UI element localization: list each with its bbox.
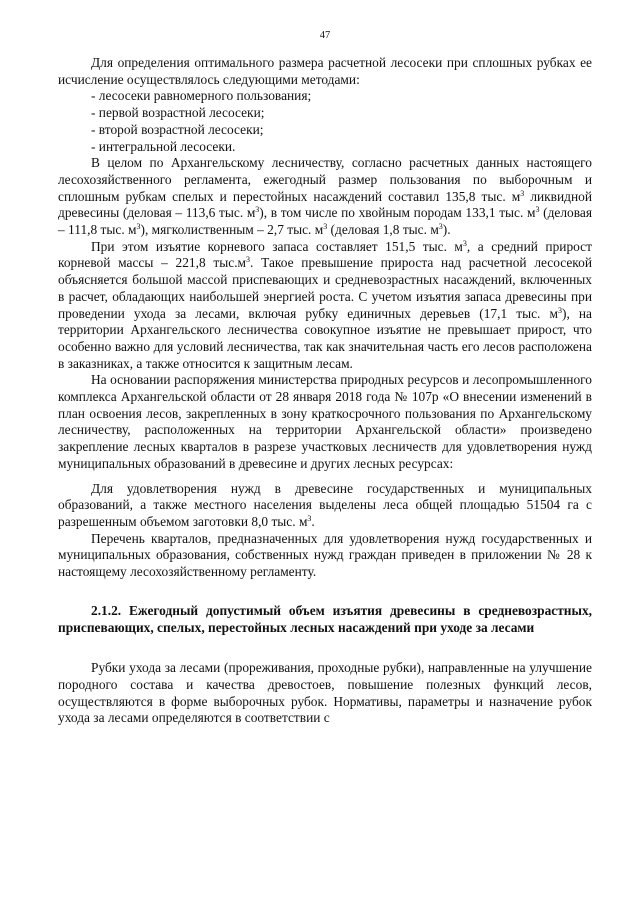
paragraph-growth: При этом изъятие корневого запаса составляет 151,5 тыс. $м^3$, а средний прирост корневой массы – 221,8 $тыс.м^3$. Такое превышение прироста над расчетной лесосекой объясняется большой массой приспевающих и средневозрастных насаждений, включенных в расчет, обладающих наибольшей энергией роста. С учетом изъятия запаса древесины при проведении ухода за лесами, включая рубку единичных деревьев (17,1 тыс. $м^3$), на территории Архангельского лесничества совокупное изъятие не превышает прирост, что особенно важно для условий лесничества, так как значительная часть его лесов расположена в заказниках, а также относится к защитным лесам. <box>58 238 593 371</box>
paragraph-intro: Для определения оптимального размера расчетной лесосеки при сплошных рубках ее исчисление осуществлялось следующими методами: <box>58 55 592 87</box>
list-item: - второй возрастной лесосеки; <box>91 121 264 137</box>
list-item: - первой возрастной лесосеки; <box>91 105 265 121</box>
list-item: - лесосеки равномерного пользования; <box>91 88 312 104</box>
paragraph-thinning: Рубки ухода за лесами (прореживания, проходные рубки), направленные на улучшение породного состава и качества древостоев, повышение полезных функций лесов, осуществляются в форме выборочных рубок. Нормативы, параметры и назначение рубок ухода за лесами определяются в соответствии с <box>58 660 592 726</box>
paragraph-harvest-volume: В целом по Архангельскому лесничеству, согласно расчетных данных настоящего лесохозяйственного регламента, ежегодный размер пользования по выборочным и сплошным рубкам спелых и перестойных насаждений составил 135,8 тыс. $м^3$ ликвидной древесины (деловая – 113,6 тыс. $м^3$), в том числе по хвойным породам 133,1 тыс. $м^3$ (деловая – 111,8 тыс. $м^3$), мягколиственным – 2,7 тыс. $м^3$ (деловая 1,8 тыс. $м^3$). <box>58 155 593 238</box>
paragraph-appendix: Перечень кварталов, предназначенных для удовлетворения нужд государственных и муниципальных образования, собственных нужд граждан приведен в приложении № 28 к настоящему лесохозяйственному регламенту. <box>58 530 592 580</box>
paragraph-decree: На основании распоряжения министерства природных ресурсов и лесопромышленного комплекса Архангельской области от 28 января 2018 года № 107р «О внесении изменений в план освоения лесов, закрепленных в зону краткосрочного пользования по Архангельскому лесничеству, расположенных на территории Архангельской области» произведено закрепление лесных кварталов в разрезе участковых лесничеств для удовлетворения нужд муниципальных образований в древесине и других лесных ресурсах: <box>58 372 592 471</box>
list-item: - интегральной лесосеки. <box>91 138 236 154</box>
page-number: 47 <box>319 30 331 41</box>
section-heading: 2.1.2. Ежегодный допустимый объем изъятия древесины в средневозрастных, приспевающих, спелых, перестойных лесных насаждений при уходе за лесами <box>58 602 592 635</box>
paragraph-allocation: Для удовлетворения нужд в древесине государственных и муниципальных образований, а также местного населения выделены леса общей площадью 51504 га с разрешенным объемом заготовки 8,0 тыс. $м^3$. <box>58 480 592 529</box>
